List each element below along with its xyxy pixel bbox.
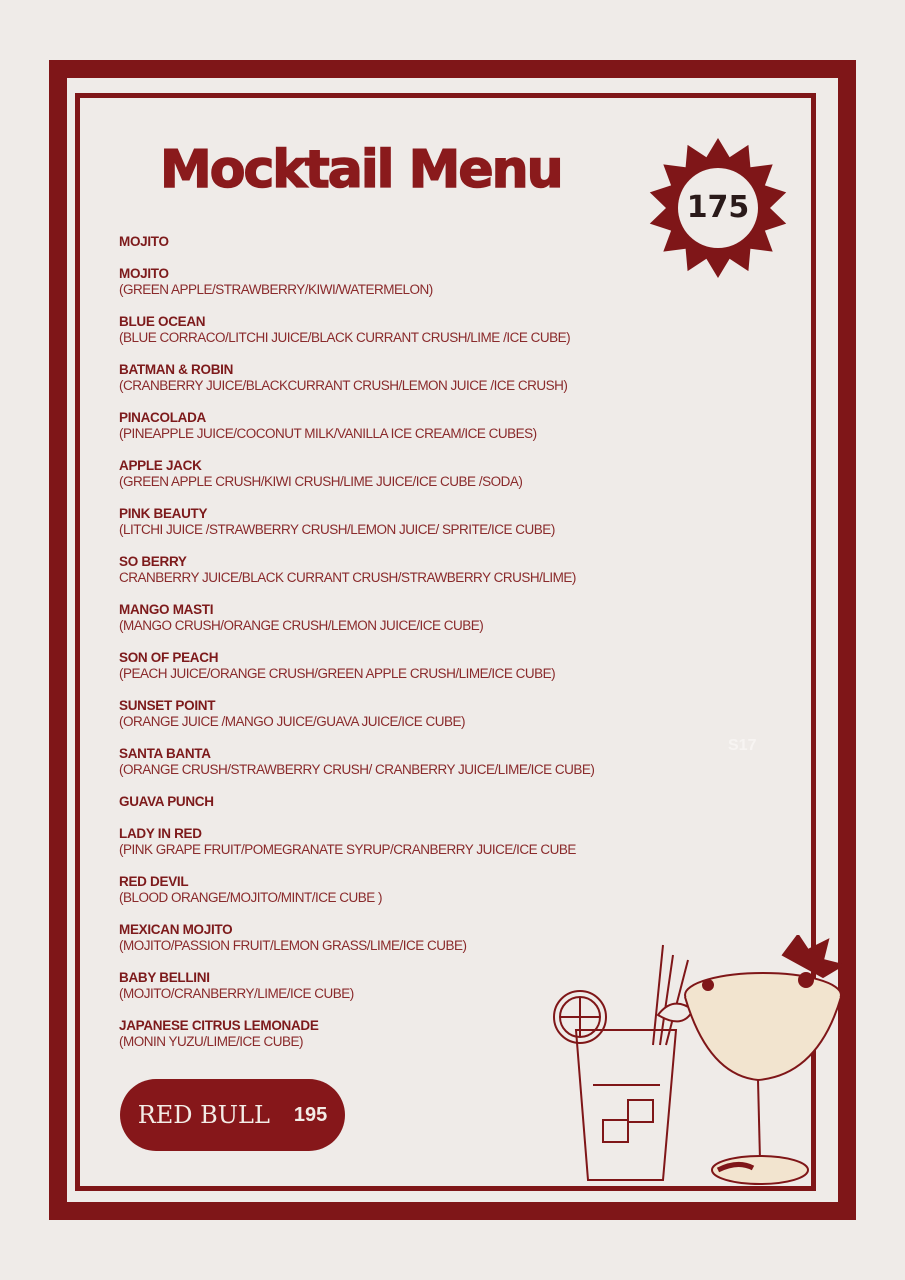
item-ingredients: (MONIN YUZU/LIME/ICE CUBE) (119, 1034, 304, 1049)
menu-item (119, 362, 769, 394)
item-name: SANTA BANTA (119, 746, 211, 761)
menu-item (119, 826, 769, 858)
menu-item (119, 794, 769, 810)
item-name: BLUE OCEAN (119, 314, 206, 329)
item-ingredients: (MOJITO/CRANBERRY/LIME/ICE CUBE) (119, 986, 354, 1001)
item-ingredients: (PINEAPPLE JUICE/COCONUT MILK/VANILLA ICE CREAM/ICE CUBES) (119, 426, 537, 441)
menu-item (119, 602, 769, 634)
item-name: PINK BEAUTY (119, 506, 208, 521)
item-name: GUAVA PUNCH (119, 794, 214, 809)
item-ingredients: (CRANBERRY JUICE/BLACKCURRANT CRUSH/LEMON JUICE /ICE CRUSH) (119, 378, 568, 393)
item-ingredients: (PEACH JUICE/ORANGE CRUSH/GREEN APPLE CRUSH/LIME/ICE CUBE) (119, 666, 556, 681)
red-bull-badge (120, 1079, 345, 1151)
item-ingredients: (BLUE CORRACO/LITCHI JUICE/BLACK CURRANT CRUSH/LIME /ICE CUBE) (119, 330, 571, 345)
item-ingredients: (LITCHI JUICE /STRAWBERRY CRUSH/LEMON JUICE/ SPRITE/ICE CUBE) (119, 522, 555, 537)
item-name: SON OF PEACH (119, 650, 219, 665)
item-name: BABY BELLINI (119, 970, 210, 985)
cocktail-illustration-icon (548, 935, 858, 1195)
red-bull-price: 195 (293, 1103, 328, 1126)
item-name: MANGO MASTI (119, 602, 214, 617)
item-ingredients: (PINK GRAPE FRUIT/POMEGRANATE SYRUP/CRANBERRY JUICE/ICE CUBE (119, 842, 576, 857)
item-name: MOJITO (119, 234, 169, 249)
item-ingredients: (GREEN APPLE CRUSH/KIWI CRUSH/LIME JUICE/ICE CUBE /SODA) (119, 474, 523, 489)
item-ingredients: (BLOOD ORANGE/MOJITO/MINT/ICE CUBE ) (119, 890, 383, 905)
item-name: SUNSET POINT (119, 698, 216, 713)
red-bull-label: RED BULL (137, 1101, 270, 1129)
item-name: SO BERRY (119, 554, 187, 569)
item-name: BATMAN & ROBIN (119, 362, 234, 377)
item-ingredients: (ORANGE CRUSH/STRAWBERRY CRUSH/ CRANBERRY JUICE/LIME/ICE CUBE) (119, 762, 595, 777)
item-name: MEXICAN MOJITO (119, 922, 233, 937)
badge-price: 175 (686, 190, 750, 225)
menu-item (119, 410, 769, 442)
item-name: LADY IN RED (119, 826, 202, 841)
item-ingredients: (MANGO CRUSH/ORANGE CRUSH/LEMON JUICE/ICE CUBE) (119, 618, 484, 633)
menu-item (119, 314, 769, 346)
menu-item (119, 650, 769, 682)
menu-item (119, 746, 769, 778)
menu-item (119, 458, 769, 490)
page-title: Mocktail Menu (160, 140, 562, 200)
item-name: MOJITO (119, 266, 169, 281)
item-name: APPLE JACK (119, 458, 202, 473)
menu-item (119, 554, 769, 586)
menu-item (119, 698, 769, 730)
item-ingredients: (MOJITO/PASSION FRUIT/LEMON GRASS/LIME/ICE CUBE) (119, 938, 467, 953)
menu-item (119, 234, 769, 250)
item-ingredients: CRANBERRY JUICE/BLACK CURRANT CRUSH/STRAWBERRY CRUSH/LIME) (119, 570, 576, 585)
watermark: S17 (728, 737, 757, 754)
item-ingredients: (GREEN APPLE/STRAWBERRY/KIWI/WATERMELON) (119, 282, 433, 297)
item-name: PINACOLADA (119, 410, 206, 425)
item-name: RED DEVIL (119, 874, 189, 889)
item-ingredients: (ORANGE JUICE /MANGO JUICE/GUAVA JUICE/ICE CUBE) (119, 714, 466, 729)
menu-item (119, 506, 769, 538)
item-name: JAPANESE CITRUS LEMONADE (119, 1018, 319, 1033)
menu-item (119, 874, 769, 906)
menu-item (119, 266, 769, 298)
